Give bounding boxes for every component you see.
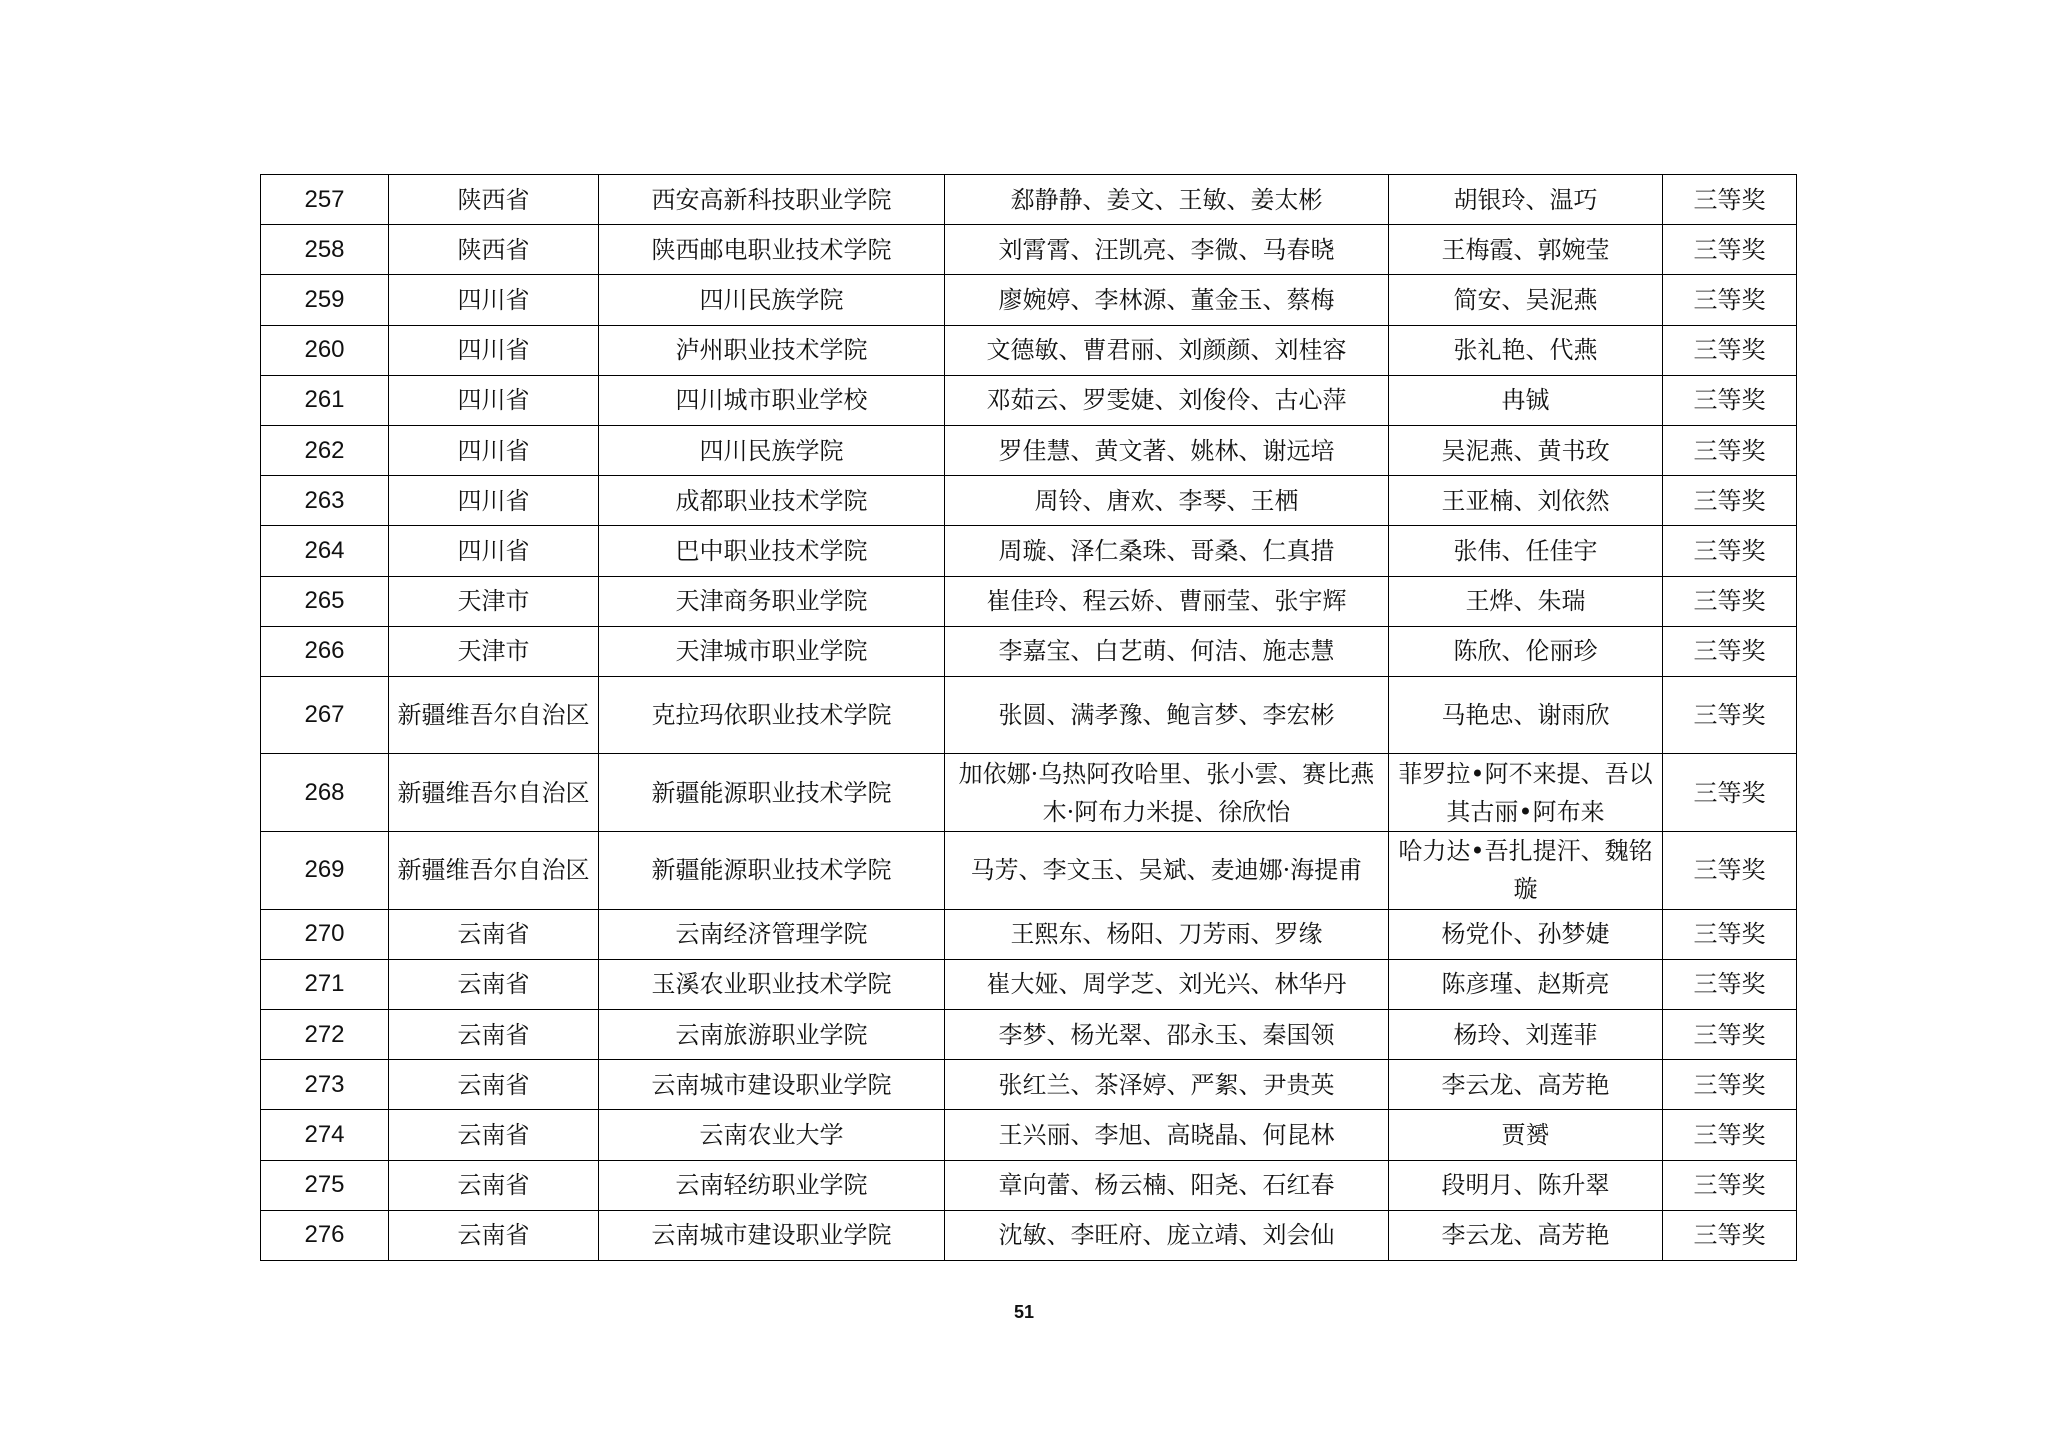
- province-cell: 四川省: [389, 425, 599, 475]
- school-cell: 天津商务职业学院: [599, 576, 945, 626]
- row-number: 263: [261, 476, 389, 526]
- row-number: 272: [261, 1010, 389, 1060]
- award-cell: 三等奖: [1663, 832, 1797, 910]
- students-cell: 周璇、泽仁桑珠、哥桑、仁真措: [945, 526, 1389, 576]
- advisors-cell: 贾赟: [1389, 1110, 1663, 1160]
- province-cell: 云南省: [389, 959, 599, 1009]
- award-cell: 三等奖: [1663, 1160, 1797, 1210]
- students-cell: 罗佳慧、黄文著、姚林、谢远培: [945, 425, 1389, 475]
- row-number: 264: [261, 526, 389, 576]
- award-cell: 三等奖: [1663, 959, 1797, 1009]
- table-row: [261, 832, 1797, 910]
- school-cell: 新疆能源职业技术学院: [599, 832, 945, 910]
- award-cell: 三等奖: [1663, 1210, 1797, 1260]
- students-cell: 李嘉宝、白艺萌、何洁、施志慧: [945, 626, 1389, 676]
- students-cell: 廖婉婷、李林源、董金玉、蔡梅: [945, 275, 1389, 325]
- advisors-cell: 王梅霞、郭婉莹: [1389, 225, 1663, 275]
- school-cell: 云南轻纺职业学院: [599, 1160, 945, 1210]
- province-cell: 新疆维吾尔自治区: [389, 832, 599, 910]
- students-cell: 文德敏、曹君丽、刘颜颜、刘桂容: [945, 325, 1389, 375]
- award-cell: 三等奖: [1663, 1010, 1797, 1060]
- province-cell: 云南省: [389, 1060, 599, 1110]
- school-cell: 西安高新科技职业学院: [599, 175, 945, 225]
- students-cell: 张圆、满孝豫、鲍言梦、李宏彬: [945, 676, 1389, 754]
- row-number: 267: [261, 676, 389, 754]
- table-row: [261, 1110, 1797, 1160]
- table-row: [261, 576, 1797, 626]
- row-number: 276: [261, 1210, 389, 1260]
- advisors-cell: 哈力达•吾扎提汗、魏铭璇: [1389, 832, 1663, 910]
- advisors-cell: 王亚楠、刘依然: [1389, 476, 1663, 526]
- advisors-cell: 李云龙、高芳艳: [1389, 1210, 1663, 1260]
- province-cell: 四川省: [389, 476, 599, 526]
- school-cell: 云南城市建设职业学院: [599, 1210, 945, 1260]
- award-cell: 三等奖: [1663, 476, 1797, 526]
- row-number: 258: [261, 225, 389, 275]
- row-number: 260: [261, 325, 389, 375]
- school-cell: 四川城市职业学校: [599, 375, 945, 425]
- school-cell: 陕西邮电职业技术学院: [599, 225, 945, 275]
- award-cell: 三等奖: [1663, 325, 1797, 375]
- province-cell: 四川省: [389, 325, 599, 375]
- row-number: 262: [261, 425, 389, 475]
- table-body: [261, 175, 1797, 1261]
- province-cell: 天津市: [389, 576, 599, 626]
- table-row: [261, 476, 1797, 526]
- advisors-cell: 段明月、陈升翠: [1389, 1160, 1663, 1210]
- province-cell: 云南省: [389, 1160, 599, 1210]
- row-number: 259: [261, 275, 389, 325]
- students-cell: 王熙东、杨阳、刀芳雨、罗缘: [945, 909, 1389, 959]
- students-cell: 马芳、李文玉、吴斌、麦迪娜·海提甫: [945, 832, 1389, 910]
- province-cell: 云南省: [389, 909, 599, 959]
- row-number: 270: [261, 909, 389, 959]
- students-cell: 刘霄霄、汪凯亮、李微、马春晓: [945, 225, 1389, 275]
- table-row: [261, 175, 1797, 225]
- province-cell: 云南省: [389, 1210, 599, 1260]
- advisors-cell: 吴泥燕、黄书玫: [1389, 425, 1663, 475]
- advisors-cell: 杨玲、刘莲菲: [1389, 1010, 1663, 1060]
- table-row: [261, 1160, 1797, 1210]
- table-row: [261, 959, 1797, 1009]
- table-row: [261, 1210, 1797, 1260]
- row-number: 269: [261, 832, 389, 910]
- province-cell: 四川省: [389, 526, 599, 576]
- students-cell: 崔大娅、周学芝、刘光兴、林华丹: [945, 959, 1389, 1009]
- award-cell: 三等奖: [1663, 526, 1797, 576]
- province-cell: 云南省: [389, 1010, 599, 1060]
- province-cell: 云南省: [389, 1110, 599, 1160]
- province-cell: 四川省: [389, 275, 599, 325]
- row-number: 257: [261, 175, 389, 225]
- row-number: 266: [261, 626, 389, 676]
- award-cell: 三等奖: [1663, 626, 1797, 676]
- table-row: [261, 526, 1797, 576]
- page-number: 51: [1013, 1302, 1035, 1322]
- advisors-cell: 马艳忠、谢雨欣: [1389, 676, 1663, 754]
- school-cell: 新疆能源职业技术学院: [599, 754, 945, 832]
- table-row: [261, 909, 1797, 959]
- school-cell: 云南农业大学: [599, 1110, 945, 1160]
- students-cell: 郄静静、姜文、王敏、姜太彬: [945, 175, 1389, 225]
- award-cell: 三等奖: [1663, 909, 1797, 959]
- students-cell: 周铃、唐欢、李琴、王栖: [945, 476, 1389, 526]
- school-cell: 巴中职业技术学院: [599, 526, 945, 576]
- school-cell: 克拉玛依职业技术学院: [599, 676, 945, 754]
- award-cell: 三等奖: [1663, 175, 1797, 225]
- province-cell: 新疆维吾尔自治区: [389, 676, 599, 754]
- advisors-cell: 张礼艳、代燕: [1389, 325, 1663, 375]
- row-number: 271: [261, 959, 389, 1009]
- students-cell: 沈敏、李旺府、庞立靖、刘会仙: [945, 1210, 1389, 1260]
- row-number: 273: [261, 1060, 389, 1110]
- students-cell: 崔佳玲、程云娇、曹丽莹、张宇辉: [945, 576, 1389, 626]
- table-row: [261, 375, 1797, 425]
- table-row: [261, 1060, 1797, 1110]
- award-cell: 三等奖: [1663, 1110, 1797, 1160]
- students-cell: 李梦、杨光翠、邵永玉、秦国领: [945, 1010, 1389, 1060]
- row-number: 261: [261, 375, 389, 425]
- award-cell: 三等奖: [1663, 676, 1797, 754]
- school-cell: 云南经济管理学院: [599, 909, 945, 959]
- row-number: 275: [261, 1160, 389, 1210]
- students-cell: 加依娜·乌热阿孜哈里、张小雲、赛比燕木·阿布力米提、徐欣怡: [945, 754, 1389, 832]
- school-cell: 四川民族学院: [599, 275, 945, 325]
- award-cell: 三等奖: [1663, 1060, 1797, 1110]
- advisors-cell: 杨党仆、孙梦婕: [1389, 909, 1663, 959]
- advisors-cell: 张伟、任佳宇: [1389, 526, 1663, 576]
- school-cell: 泸州职业技术学院: [599, 325, 945, 375]
- table-row: [261, 626, 1797, 676]
- advisors-cell: 冉铖: [1389, 375, 1663, 425]
- award-cell: 三等奖: [1663, 754, 1797, 832]
- row-number: 265: [261, 576, 389, 626]
- table-row: [261, 275, 1797, 325]
- advisors-cell: 胡银玲、温巧: [1389, 175, 1663, 225]
- award-cell: 三等奖: [1663, 375, 1797, 425]
- award-cell: 三等奖: [1663, 225, 1797, 275]
- award-cell: 三等奖: [1663, 425, 1797, 475]
- school-cell: 天津城市职业学院: [599, 626, 945, 676]
- row-number: 268: [261, 754, 389, 832]
- school-cell: 四川民族学院: [599, 425, 945, 475]
- school-cell: 玉溪农业职业技术学院: [599, 959, 945, 1009]
- advisors-cell: 陈彦瑾、赵斯亮: [1389, 959, 1663, 1009]
- table-row: [261, 1010, 1797, 1060]
- students-cell: 邓茹云、罗雯婕、刘俊伶、古心萍: [945, 375, 1389, 425]
- table-row: [261, 225, 1797, 275]
- advisors-cell: 菲罗拉•阿不来提、吾以其古丽•阿布来: [1389, 754, 1663, 832]
- table-row: [261, 676, 1797, 754]
- table-row: [261, 754, 1797, 832]
- award-cell: 三等奖: [1663, 275, 1797, 325]
- province-cell: 天津市: [389, 626, 599, 676]
- advisors-cell: 李云龙、高芳艳: [1389, 1060, 1663, 1110]
- school-cell: 云南城市建设职业学院: [599, 1060, 945, 1110]
- school-cell: 成都职业技术学院: [599, 476, 945, 526]
- students-cell: 张红兰、茶泽婷、严絮、尹贵英: [945, 1060, 1389, 1110]
- students-cell: 章向蕾、杨云楠、阳尧、石红春: [945, 1160, 1389, 1210]
- table-row: [261, 425, 1797, 475]
- award-cell: 三等奖: [1663, 576, 1797, 626]
- advisors-cell: 简安、吴泥燕: [1389, 275, 1663, 325]
- school-cell: 云南旅游职业学院: [599, 1010, 945, 1060]
- students-cell: 王兴丽、李旭、高晓晶、何昆林: [945, 1110, 1389, 1160]
- table-row: [261, 325, 1797, 375]
- province-cell: 新疆维吾尔自治区: [389, 754, 599, 832]
- province-cell: 陕西省: [389, 175, 599, 225]
- advisors-cell: 王烨、朱瑞: [1389, 576, 1663, 626]
- awards-table: [260, 174, 1797, 1261]
- province-cell: 四川省: [389, 375, 599, 425]
- province-cell: 陕西省: [389, 225, 599, 275]
- row-number: 274: [261, 1110, 389, 1160]
- advisors-cell: 陈欣、伦丽珍: [1389, 626, 1663, 676]
